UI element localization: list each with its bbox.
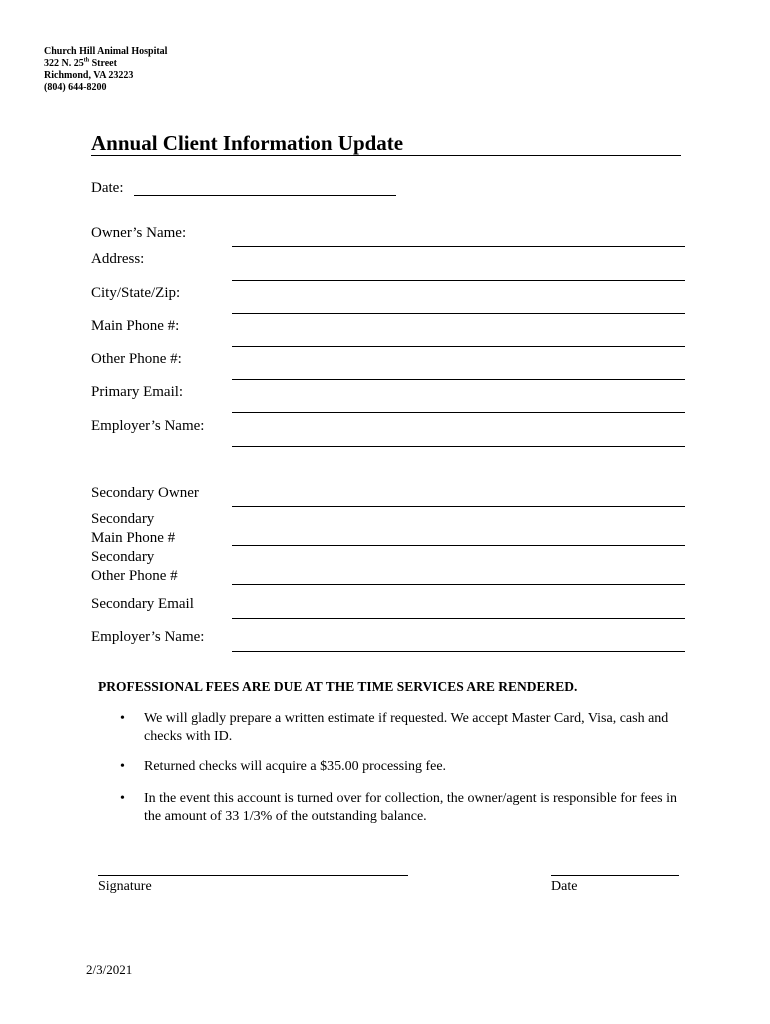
revision-date: 2/3/2021 [86,962,133,977]
clinic-city: Richmond, VA 23223 [44,70,134,81]
secondary-email-field[interactable] [232,618,685,619]
street-number: 322 N. 25 [44,58,84,69]
secondary-main-phone-field[interactable] [232,545,685,546]
page-title: Annual Client Information Update [91,131,681,156]
street-suffix: th [83,57,90,64]
main-phone-field[interactable] [232,346,685,347]
secondary-email-label: Secondary Email [91,596,194,612]
date-label: Date: [91,180,124,196]
address-label: Address: [91,251,145,267]
secondary-owner-field[interactable] [232,506,685,507]
bullet-icon: • [120,711,125,726]
clinic-name: Church Hill Animal Hospital [44,46,168,57]
secondary-owner-label: Secondary Owner [91,485,199,501]
other-phone-field[interactable] [232,379,685,380]
fees-item-estimate: We will gladly prepare a written estimate if requested. We accept Master Card, Visa, cash and checks with ID. [144,711,669,744]
clinic-header [44,46,167,94]
date-field[interactable] [134,195,396,196]
signature-field[interactable] [98,875,408,876]
street-name: Street [89,58,117,69]
secondary-employer-name-label: Employer’s Name: [91,629,205,645]
fees-heading: PROFESSIONAL FEES ARE DUE AT THE TIME SERVICES ARE RENDERED. [98,679,578,694]
address-field[interactable] [232,280,685,281]
owner-name-label: Owner’s Name: [91,225,187,241]
fees-item-returned-checks: Returned checks will acquire a $35.00 processing fee. [144,759,447,774]
fees-item-collection: In the event this account is turned over for collection, the owner/agent is responsible for fees in the amount of 33 1/3% of the outstanding balance. [144,791,677,824]
other-phone-label: Other Phone #: [91,351,182,367]
employer-name-field[interactable] [232,446,685,447]
secondary-other-phone-label-line2: Other Phone # [91,568,178,584]
secondary-other-phone-label [91,548,178,586]
owner-name-field[interactable] [232,246,685,247]
primary-email-label: Primary Email: [91,384,184,400]
clinic-street [44,58,167,70]
bullet-icon: • [120,791,125,806]
secondary-other-phone-label-line1: Secondary [91,549,155,565]
secondary-main-phone-label-line1: Secondary [91,511,155,527]
secondary-other-phone-field[interactable] [232,584,685,585]
signature-label: Signature [98,879,152,894]
city-state-zip-label: City/State/Zip: [91,285,181,301]
secondary-main-phone-label [91,510,175,548]
signature-date-label: Date [551,879,578,894]
primary-email-field[interactable] [232,412,685,413]
clinic-phone: (804) 644-8200 [44,82,107,93]
secondary-employer-name-field[interactable] [232,651,685,652]
bullet-icon: • [120,759,125,774]
secondary-main-phone-label-line2: Main Phone # [91,530,176,546]
signature-date-field[interactable] [551,875,679,876]
employer-name-label: Employer’s Name: [91,418,205,434]
city-state-zip-field[interactable] [232,313,685,314]
main-phone-label: Main Phone #: [91,318,180,334]
